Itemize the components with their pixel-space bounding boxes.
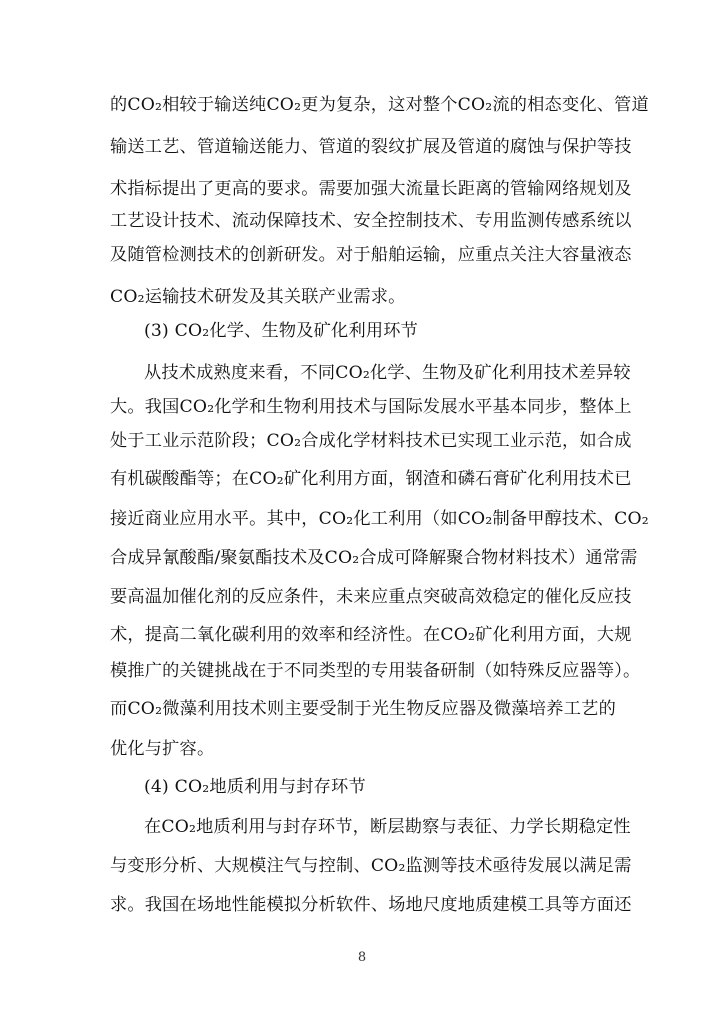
body-text-line: 的CO₂相较于输送纯CO₂更为复杂，这对整个CO₂流的相态变化、管道 — [110, 95, 649, 115]
body-text-line: 与变形分析、大规模注气与控制、CO₂监测等技术亟待发展以满足需 — [110, 856, 632, 876]
body-text-line: 模推广的关键挑战在于不同类型的专用装备研制（如特殊反应器等）。 — [110, 661, 641, 681]
body-text-line: 处于工业示范阶段；CO₂合成化学材料技术已实现工业示范，如合成 — [110, 431, 632, 451]
body-text-line: 输送工艺、管道输送能力、管道的裂纹扩展及管道的腐蚀与保护等技 — [110, 137, 632, 157]
body-text-line: 优化与扩容。 — [110, 739, 215, 759]
body-text-line: 工艺设计技术、流动保障技术、安全控制技术、专用监测传感系统以 — [110, 211, 632, 231]
body-text-line: 求。我国在场地性能模拟分析软件、场地尺度地质建模工具等方面还 — [110, 895, 632, 915]
body-text-line: 及随管检测技术的创新研发。对于船舶运输，应重点关注大容量液态 — [110, 245, 632, 265]
body-text-line: 术指标提出了更高的要求。需要加强大流量长距离的管输网络规划及 — [110, 179, 632, 199]
body-text-line: 而CO₂微藻利用技术则主要受制于光生物反应器及微藻培养工艺的 — [110, 699, 616, 719]
page-number: 8 — [357, 950, 367, 965]
body-text-line: 合成异氰酸酯/聚氨酯技术及CO₂合成可降解聚合物材料技术）通常需 — [110, 548, 638, 568]
body-text-line: 有机碳酸酯等；在CO₂矿化利用方面，钢渣和磷石膏矿化利用技术已 — [110, 469, 632, 489]
section-heading: (4) CO₂地质利用与封存环节 — [144, 777, 366, 797]
section-heading: (3) CO₂化学、生物及矿化利用环节 — [144, 321, 418, 341]
body-text-line: 接近商业应用水平。其中，CO₂化工利用（如CO₂制备甲醇技术、CO₂ — [110, 509, 649, 529]
body-text-line: 要高温加催化剂的反应条件，未来应重点突破高效稳定的催化反应技 — [110, 587, 632, 607]
body-text-line: 在CO₂地质利用与封存环节，断层勘察与表征、力学长期稳定性 — [144, 817, 631, 837]
body-text-line: 大。我国CO₂化学和生物利用技术与国际发展水平基本同步，整体上 — [110, 397, 632, 417]
body-text-line: 从技术成熟度来看，不同CO₂化学、生物及矿化利用技术差异较 — [144, 363, 631, 383]
body-text-line: CO₂运输技术研发及其关联产业需求。 — [110, 287, 406, 307]
body-text-line: 术，提高二氧化碳利用的效率和经济性。在CO₂矿化利用方面，大规 — [110, 625, 632, 645]
